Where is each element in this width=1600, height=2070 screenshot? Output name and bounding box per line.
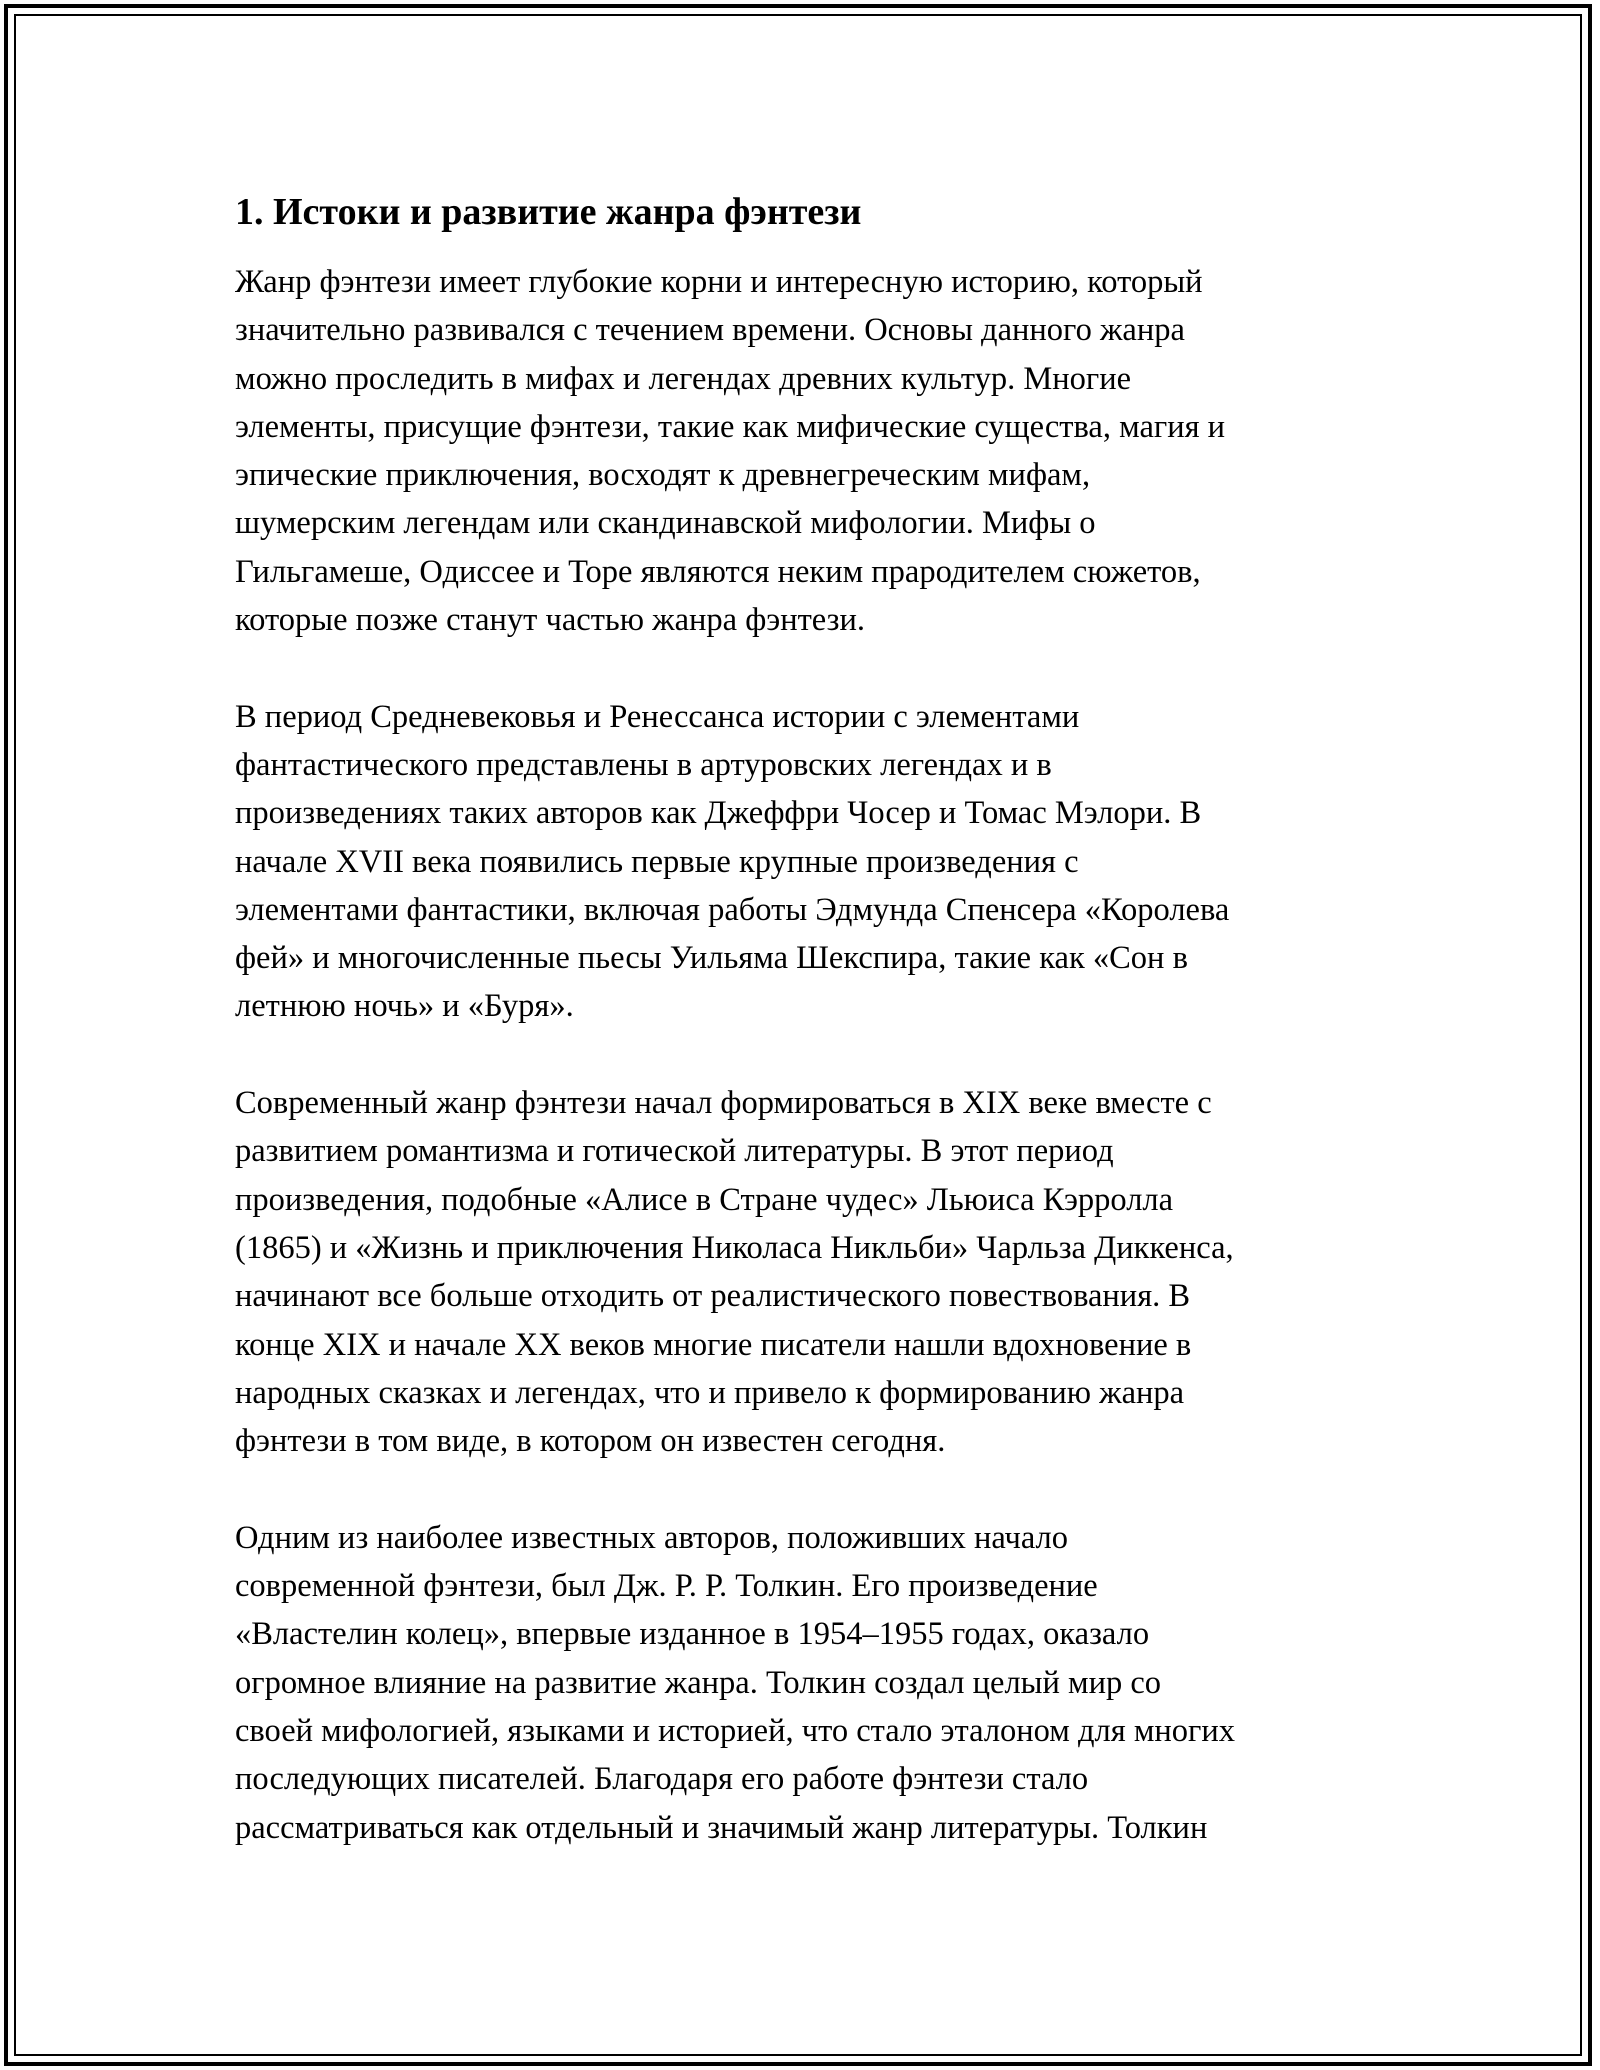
text-line: произведениях таких авторов как Джеффри Чосер и Томас Мэлори. В bbox=[235, 795, 1202, 832]
text-line: значительно развивался с течением времени. Основы данного жанра bbox=[235, 312, 1185, 349]
text-line: последующих писателей. Благодаря его работе фэнтези стало bbox=[235, 1761, 1089, 1798]
text-line: Современный жанр фэнтези начал формироваться в XIX веке вместе с bbox=[235, 1085, 1212, 1122]
text-line: произведения, подобные «Алисе в Стране чудес» Льюиса Кэрролла bbox=[235, 1181, 1174, 1218]
text-line: Жанр фэнтези имеет глубокие корни и интересную историю, который bbox=[235, 264, 1203, 300]
text-line: народных сказках и легендах, что и привело к формированию жанра bbox=[235, 1374, 1185, 1411]
paragraph-1 bbox=[235, 258, 1375, 644]
text-line: которые позже станут частью жанра фэнтези. bbox=[235, 602, 865, 639]
text-line: (1865) и «Жизнь и приключения Николаса Никльби» Чарльза Диккенса, bbox=[235, 1229, 1234, 1266]
text-line: Одним из наиболее известных авторов, положивших начало bbox=[235, 1519, 1069, 1556]
text-line: «Властелин колец», впервые изданное в 1954–1955 годах, оказало bbox=[235, 1616, 1150, 1653]
text-line: развитием романтизма и готической литературы. В этот период bbox=[235, 1133, 1114, 1170]
text-line: рассматриваться как отдельный и значимый жанр литературы. Толкин bbox=[235, 1809, 1208, 1846]
text-line: фэнтези в том виде, в котором он известен сегодня. bbox=[235, 1423, 946, 1460]
text-line: фей» и многочисленные пьесы Уильяма Шекспира, такие как «Сон в bbox=[235, 940, 1188, 977]
text-line: своей мифологией, языками и историей, что стало эталоном для многих bbox=[235, 1712, 1236, 1749]
text-line: начале XVII века появились первые крупные произведения с bbox=[235, 843, 1079, 880]
section-heading: 1. Истоки и развитие жанра фэнтези bbox=[235, 191, 862, 233]
text-line: элементами фантастики, включая работы Эдмунда Спенсера «Королева bbox=[235, 891, 1230, 928]
text-line: конце XIX и начале XX веков многие писатели нашли вдохновение в bbox=[235, 1326, 1192, 1363]
text-line: элементы, присущие фэнтези, такие как мифические существа, магия и bbox=[235, 408, 1226, 445]
text-line: можно проследить в мифах и легендах древних культур. Многие bbox=[235, 360, 1132, 397]
text-line: современной фэнтези, был Дж. Р. Р. Толкин. Его произведение bbox=[235, 1568, 1098, 1605]
text-line: Гильгамеше, Одиссее и Торе являются неким прародителем сюжетов, bbox=[235, 553, 1201, 590]
paragraph-4 bbox=[235, 1514, 1375, 1852]
text-line: В период Средневековья и Ренессанса истории с элементами bbox=[235, 698, 1080, 735]
text-line: летнюю ночь» и «Буря». bbox=[235, 988, 574, 1025]
document-content bbox=[235, 188, 1375, 1900]
text-line: шумерским легендам или скандинавской мифологии. Мифы о bbox=[235, 505, 1096, 542]
text-line: огромное влияние на развитие жанра. Толкин создал целый мир со bbox=[235, 1664, 1162, 1701]
text-line: эпические приключения, восходят к древнегреческим мифам, bbox=[235, 457, 1091, 494]
text-line: начинают все больше отходить от реалистического повествования. В bbox=[235, 1278, 1191, 1315]
text-line: фантастического представлены в артуровских легендах и в bbox=[235, 746, 1052, 783]
paragraph-2 bbox=[235, 693, 1375, 1031]
paragraph-3 bbox=[235, 1079, 1375, 1465]
